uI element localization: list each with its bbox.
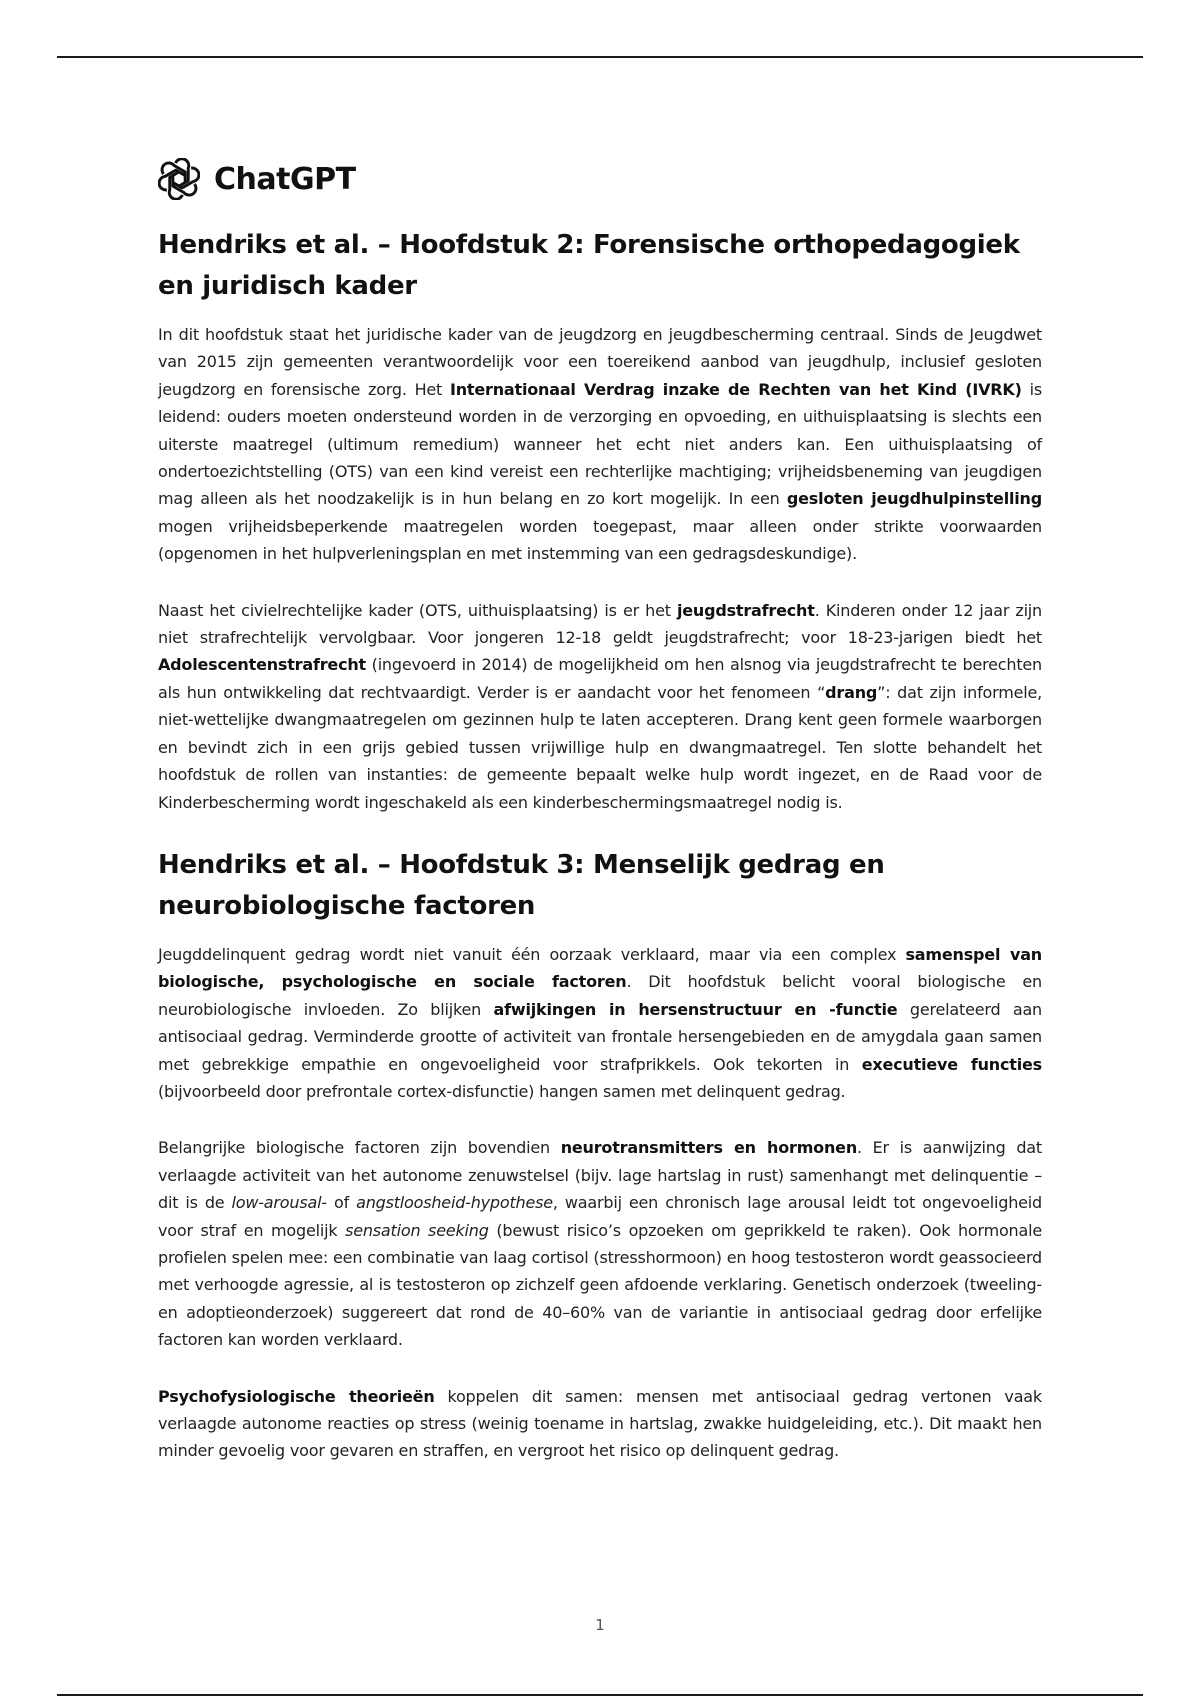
section-title-chapter-3: Hendriks et al. – Hoofdstuk 3: Menselijk gedrag en neurobiologische factoren (158, 849, 885, 921)
bold-term: Adolescentenstrafrecht (158, 655, 366, 675)
bold-term: gesloten jeugdhulpinstelling (786, 489, 1042, 509)
bold-term: jeugdstrafrecht (676, 600, 815, 620)
bold-term: samenspel van biologische, psychologische en sociale factoren (158, 944, 1042, 992)
paragraph-chapter-3-hormones: Belangrijke biologische factoren zijn bovendien neurotransmitters en hormonen. Er is aanwijzing dat verlaagde activiteit van het autonome zenuwstelsel (bijv. lage hartslag in rust) samenhangt met delinquentie – dit is de low-arousal- of angstloosheid-hypothese, waarbij een chronisch lage arousal leidt tot ongevoeligheid voor straf en mogelijk sensation seeking (bewust risico’s opzoeken om geprikkeld te raken). Ook hormonale profielen spelen mee: een combinatie van laag cortisol (stresshormoon) en hoog testosteron wordt geassocieerd met verhoogde agressie, al is testosteron op zichzelf geen afdoende verklaring. Genetisch onderzoek (tweeling- en adoptieonderzoek) suggereert dat rond de 40–60% van de variantie in antisociaal gedrag door erfelijke factoren kan worden verklaard. (158, 1138, 1043, 1350)
paragraph-chapter-2-intro: In dit hoofdstuk staat het juridische kader van de jeugdzorg en jeugdbescherming centraal. Sinds de Jeugdwet van 2015 zijn gemeenten verantwoordelijk voor een toereikend aanbod van jeugdhulp, inclusief gesloten jeugdzorg en forensische zorg. Het Internationaal Verdrag inzake de Rechten van het Kind (IVRK) is leidend: ouders moeten ondersteund worden in de verzorging en opvoeding, en uithuisplaatsing is slechts een uiterste maatregel (ultimum remedium) wanneer het echt niet anders kan. Een uithuisplaatsing of ondertoezichtstelling (OTS) van een kind vereist een rechterlijke machtiging; vrijheidsbeneming van jeugdigen mag alleen als het noodzakelijk is in hun belang en zo kort mogelijk. In een gesloten jeugdhulpinstelling mogen vrijheidsbeperkende maatregelen worden toegepast, maar alleen onder strikte voorwaarden (opgenomen in het hulpverleningsplan en met instemming van een gedragsdeskundige). (158, 325, 1042, 564)
bold-term: Internationaal Verdrag inzake de Rechten van het Kind (IVRK) (449, 379, 1022, 399)
italic-term: low-arousal- (231, 1193, 327, 1213)
paragraph-chapter-2-strafrecht: Naast het civielrechtelijke kader (OTS, uithuisplaatsing) is er het jeugdstrafrecht. Kinderen onder 12 jaar zijn niet strafrechtelijk vervolgbaar. Voor jongeren 12-18 geldt jeugdstrafrecht; voor 18-23-jarigen biedt het Adolescentenstrafrecht (ingevoerd in 2014) de mogelijkheid om hen alsnog via jeugdstrafrecht te berechten als hun ontwikkeling dat rechtvaardigt. Verder is er aandacht voor het fenomeen “drang”: dat zijn informele, niet-wettelijke dwangmaatregelen om gezinnen hulp te laten accepteren. Drang kent geen formele waarborgen en bevindt zich in een grijs gebied tussen vrijwillige hulp en dwangmaatregel. Ten slotte behandelt het hoofdstuk de rollen van instanties: de gemeente bepaalt welke hulp wordt ingezet, en de Raad voor de Kinderbescherming wordt ingeschakeld als een kinderbeschermingsmaatregel nodig is. (158, 600, 1042, 812)
paragraph-chapter-3-psychophysiology: Psychofysiologische theorieën koppelen dit samen: mensen met antisociaal gedrag vertonen vaak verlaagde autonome reacties op stress (weinig toename in hartslag, zwakke huidgeleiding, etc.). Dit maakt hen minder gevoelig voor gevaren en straffen, en vergroot het risico op delinquent gedrag. (158, 1386, 1042, 1461)
brand-header (158, 155, 1042, 203)
italic-term: sensation seeking (345, 1220, 489, 1240)
bold-term: executieve functies (861, 1054, 1042, 1074)
top-rule (57, 56, 1143, 58)
bold-term: drang (825, 682, 878, 702)
paragraph-chapter-3-intro: Jeugddelinquent gedrag wordt niet vanuit één oorzaak verklaard, maar via een complex samenspel van biologische, psychologische en sociale factoren. Dit hoofdstuk belicht vooral biologische en neurobiologische invloeden. Zo blijken afwijkingen in hersenstructuur en -functie gerelateerd aan antisociaal gedrag. Verminderde grootte of activiteit van frontale hersengebieden en de amygdala gaan samen met gebrekkige empathie en ongevoeligheid voor strafprikkels. Ook tekorten in executieve functies (bijvoorbeeld door prefrontale cortex-disfunctie) hangen samen met delinquent gedrag. (158, 944, 1042, 1101)
section-title-chapter-2: Hendriks et al. – Hoofdstuk 2: Forensische orthopedagogiek en juridisch kader (158, 230, 1020, 301)
bold-term: Psychofysiologische theorieën (158, 1386, 435, 1406)
openai-logo-icon (158, 158, 200, 200)
brand-name: ChatGPT (214, 161, 356, 197)
italic-term: angstloosheid-hypothese (356, 1193, 553, 1213)
document-body (158, 155, 1042, 1494)
bold-term: afwijkingen in hersenstructuur en -functie (493, 999, 898, 1019)
bottom-rule (57, 1694, 1143, 1696)
bold-term: neurotransmitters en hormonen (560, 1138, 858, 1158)
page-number: 1 (595, 1616, 605, 1634)
